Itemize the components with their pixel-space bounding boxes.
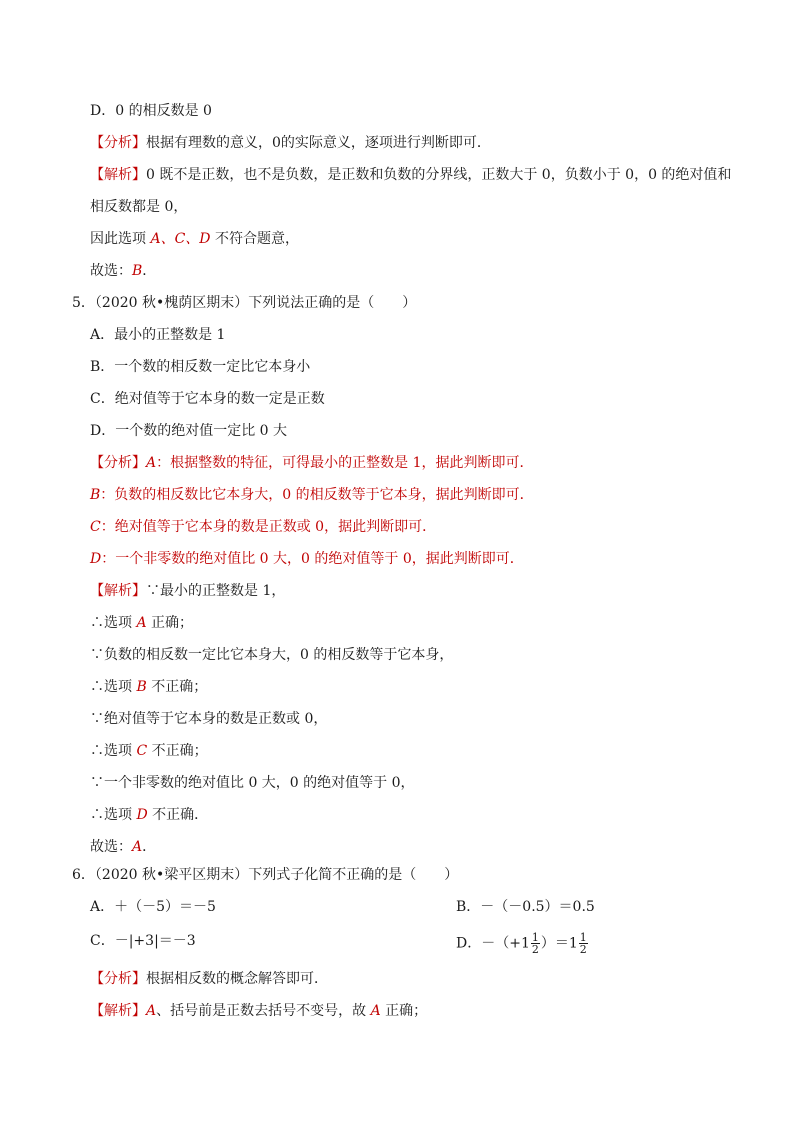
- option-letter: C: [90, 519, 101, 535]
- q6-option-b: B．－（－0.5）＝0.5: [456, 899, 595, 915]
- option-letter: A: [136, 615, 147, 631]
- text: ∴选项: [90, 679, 137, 695]
- q5-answer: [90, 838, 156, 856]
- text: 、括号前是正数去括号不变号，故: [156, 1003, 371, 1019]
- solution-tag: 【解析】: [90, 167, 146, 183]
- q6-option-d: [456, 932, 589, 955]
- q5-analysis-a: [90, 454, 533, 472]
- q5-solution-6: [90, 742, 208, 760]
- text: 不正确．: [147, 807, 209, 823]
- analysis-tag: 【分析】: [90, 971, 146, 987]
- text: 正确；: [146, 615, 194, 631]
- option-letter: A: [146, 1003, 157, 1019]
- analysis-text: 根据有理数的意义，0的实际意义，逐项进行判断即可．: [146, 135, 491, 151]
- answer-letter: B: [132, 263, 143, 279]
- text: 不符合题意，: [210, 231, 299, 247]
- q5-option-b: B．一个数的相反数一定比它本身小: [90, 359, 311, 375]
- q5-solution-4: [90, 678, 207, 696]
- option-letter: D: [90, 551, 102, 567]
- q5-option-a: A．最小的正整数是 1: [90, 327, 226, 343]
- q5-analysis-b: [90, 486, 534, 504]
- option-letter: B: [90, 487, 101, 503]
- analysis-text: ：根据整数的特征，可得最小的正整数是 1，据此判断即可．: [156, 455, 534, 471]
- solution-text: 0 既不是正数，也不是负数，是正数和负数的分界线，正数大于 0，负数小于 0，0 的绝对值和: [146, 167, 732, 183]
- option-letter: A: [370, 1003, 381, 1019]
- q6-options-row-2: [90, 932, 690, 958]
- q4-solution-line-1: [90, 166, 731, 184]
- fraction-numerator: 1: [531, 931, 539, 944]
- q4-conclusion: [90, 230, 299, 248]
- text: ∴选项: [90, 743, 137, 759]
- analysis-text: ：一个非零数的绝对值比 0 大，0 的绝对值等于 0，据此判断即可．: [101, 551, 524, 567]
- q5-solution-2: [90, 614, 193, 632]
- analysis-tag: 【分析】: [90, 135, 146, 151]
- q5-analysis-c: [90, 518, 436, 536]
- fraction: [579, 932, 588, 955]
- text: 因此选项: [90, 231, 151, 247]
- answer-label: 故选：: [90, 263, 132, 279]
- fraction-numerator: 1: [579, 931, 587, 944]
- analysis-tag: 【分析】: [90, 455, 146, 471]
- q4-answer: [90, 262, 156, 280]
- analysis-text: 根据相反数的概念解答即可．: [146, 971, 328, 987]
- option-letter: C: [136, 743, 148, 759]
- text: D．－（+1: [456, 935, 530, 952]
- answer-letter: A: [132, 839, 143, 855]
- analysis-text: ：负数的相反数比它本身大，0 的相反数等于它本身，据此判断即可．: [100, 487, 534, 503]
- text: ∴选项: [90, 615, 137, 631]
- q6-analysis: [90, 970, 328, 988]
- q4-option-d: D．0 的相反数是 0: [90, 103, 212, 119]
- option-letter: B: [136, 679, 147, 695]
- analysis-text: ：绝对值等于它本身的数是正数或 0，据此判断即可．: [100, 519, 437, 535]
- option-letter: D: [136, 807, 148, 823]
- solution-tag: 【解析】: [90, 1003, 146, 1019]
- solution-tag: 【解析】: [90, 583, 146, 599]
- text: ．: [142, 839, 157, 855]
- text: ）＝1: [540, 935, 578, 952]
- q5-stem: 5．（2020 秋•槐荫区期末）下列说法正确的是（ ）: [72, 295, 417, 311]
- q6-stem: 6．（2020 秋•梁平区期末）下列式子化简不正确的是（ ）: [72, 867, 459, 883]
- text: 不正确；: [147, 743, 208, 759]
- text: 不正确；: [146, 679, 208, 695]
- option-letters: A、C、D: [150, 231, 211, 247]
- q5-solution-1: [90, 582, 285, 600]
- fraction-denominator: 2: [531, 943, 539, 956]
- q6-option-a: A．＋（－5）＝－5: [90, 899, 216, 915]
- answer-label: 故选：: [90, 839, 132, 855]
- q5-option-d: D．一个数的绝对值一定比 0 大: [90, 423, 288, 439]
- q5-solution-3: ∵负数的相反数一定比它本身大，0 的相反数等于它本身，: [90, 647, 454, 663]
- q5-solution-8: [90, 806, 208, 824]
- q6-option-c: C．－|+3|＝－3: [90, 933, 196, 949]
- fraction: [531, 932, 540, 955]
- text: ∴选项: [90, 807, 137, 823]
- option-letter: A: [146, 455, 157, 471]
- q5-solution-5: ∵绝对值等于它本身的数是正数或 0，: [90, 711, 328, 727]
- q5-analysis-d: [90, 550, 524, 568]
- q5-option-c: C．绝对值等于它本身的数一定是正数: [90, 391, 325, 407]
- q6-options-row-1: [90, 898, 690, 916]
- fraction-denominator: 2: [579, 943, 587, 956]
- text: 正确；: [380, 1003, 428, 1019]
- q5-solution-7: ∵一个非零数的绝对值比 0 大，0 的绝对值等于 0，: [90, 775, 415, 791]
- q4-solution-line-2: 相反数都是 0，: [90, 199, 188, 215]
- text: ．: [142, 263, 157, 279]
- q4-analysis: [90, 134, 491, 152]
- q6-solution-1: [90, 1002, 427, 1020]
- solution-text: ∵最小的正整数是 1，: [146, 583, 286, 599]
